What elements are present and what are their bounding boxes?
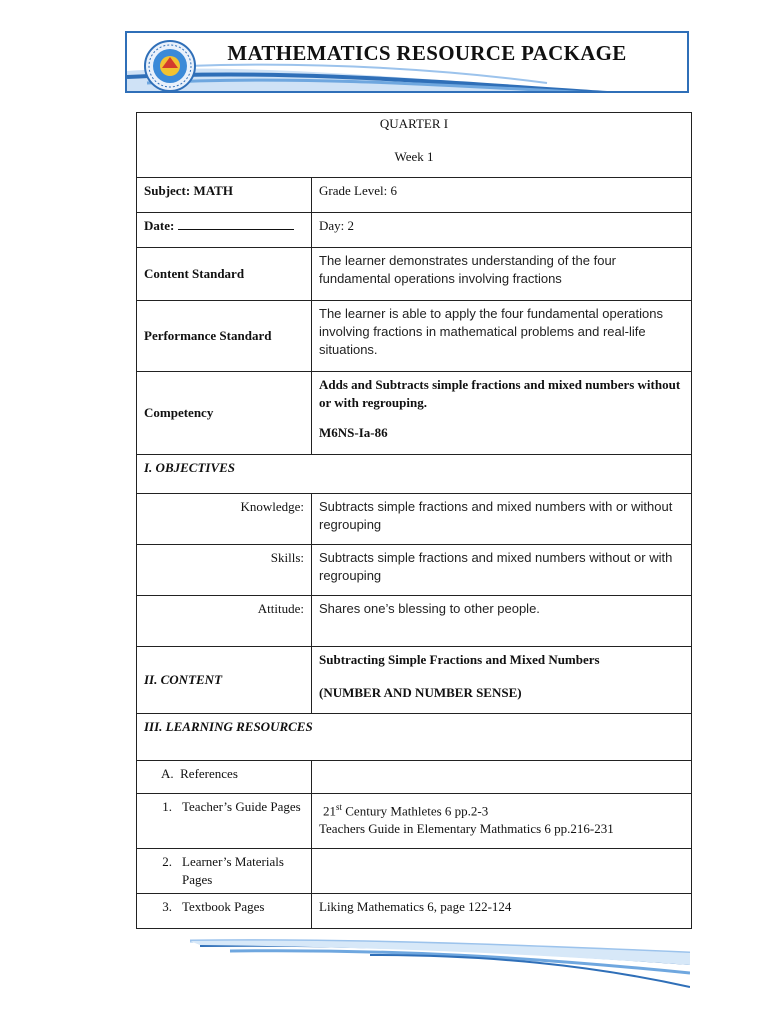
skills-label: Skills: (137, 545, 312, 596)
grade-level: Grade Level: 6 (312, 178, 692, 213)
page-title: MATHEMATICS RESOURCE PACKAGE (227, 41, 627, 65)
performance-standard-row (137, 301, 692, 372)
learners-materials-label: Learner’s Materials Pages (182, 854, 284, 887)
teachers-guide-label: Teacher’s Guide Pages (182, 799, 301, 814)
skills-text: Subtracts simple fractions and mixed numbers without or with regrouping (312, 545, 692, 596)
teachers-guide-ref-2: Teachers Guide in Elementary Mathmatics 6 pp.216-231 (319, 821, 614, 837)
subject-row (137, 178, 692, 213)
content-standard-label: Content Standard (137, 248, 312, 301)
content-standard-row (137, 248, 692, 301)
references-row (137, 761, 692, 794)
textbook-row (137, 894, 692, 929)
day-value: Day: 2 (312, 213, 692, 248)
quarter-row (137, 113, 692, 178)
competency-text: Adds and Subtracts simple fractions and mixed numbers without or with regrouping. (319, 377, 681, 410)
skills-row (137, 545, 692, 596)
date-blank-line (178, 217, 294, 230)
objectives-heading: I. OBJECTIVES (137, 455, 692, 494)
list-number: 3. (162, 899, 172, 914)
teachers-guide-ref-1: 21st Century Mathletes 6 pp.2-3 (323, 802, 489, 819)
performance-standard-label: Performance Standard (137, 301, 312, 372)
textbook-value: Liking Mathematics 6, page 122-124 (312, 894, 692, 929)
content-heading: II. CONTENT (137, 647, 312, 714)
list-number: 1. (162, 799, 172, 814)
lesson-plan-table (136, 112, 692, 929)
subject-label: Subject: MATH (137, 178, 312, 213)
teachers-guide-row (137, 794, 692, 849)
attitude-label: Attitude: (137, 596, 312, 647)
footer-swoosh-graphic (190, 935, 690, 995)
content-standard-text: The learner demonstrates understanding of the four fundamental operations involving fractions (312, 248, 692, 301)
list-number: 2. (162, 854, 172, 869)
page-header (125, 31, 689, 93)
competency-label: Competency (137, 372, 312, 455)
resources-heading-row (137, 714, 692, 761)
performance-standard-text: The learner is able to apply the four fundamental operations involving fractions in mathematical problems and real-life situations. (312, 301, 692, 372)
content-topic: Subtracting Simple Fractions and Mixed Numbers (319, 652, 600, 667)
date-row (137, 213, 692, 248)
objectives-heading-row (137, 455, 692, 494)
attitude-row (137, 596, 692, 647)
quarter-label: QUARTER I (379, 116, 449, 131)
knowledge-text: Subtracts simple fractions and mixed numbers with or without regrouping (312, 494, 692, 545)
resources-heading: III. LEARNING RESOURCES (137, 714, 692, 761)
attitude-text: Shares one’s blessing to other people. (312, 596, 692, 647)
competency-code: M6NS-Ia-86 (319, 425, 388, 440)
references-label: A. References (137, 761, 312, 794)
date-label: Date: (144, 218, 175, 233)
learners-materials-row (137, 849, 692, 894)
week-label: Week 1 (394, 149, 434, 164)
knowledge-label: Knowledge: (137, 494, 312, 545)
competency-row (137, 372, 692, 455)
textbook-label: Textbook Pages (182, 899, 265, 914)
content-strand: (NUMBER AND NUMBER SENSE) (319, 685, 522, 700)
content-row (137, 647, 692, 714)
knowledge-row (137, 494, 692, 545)
